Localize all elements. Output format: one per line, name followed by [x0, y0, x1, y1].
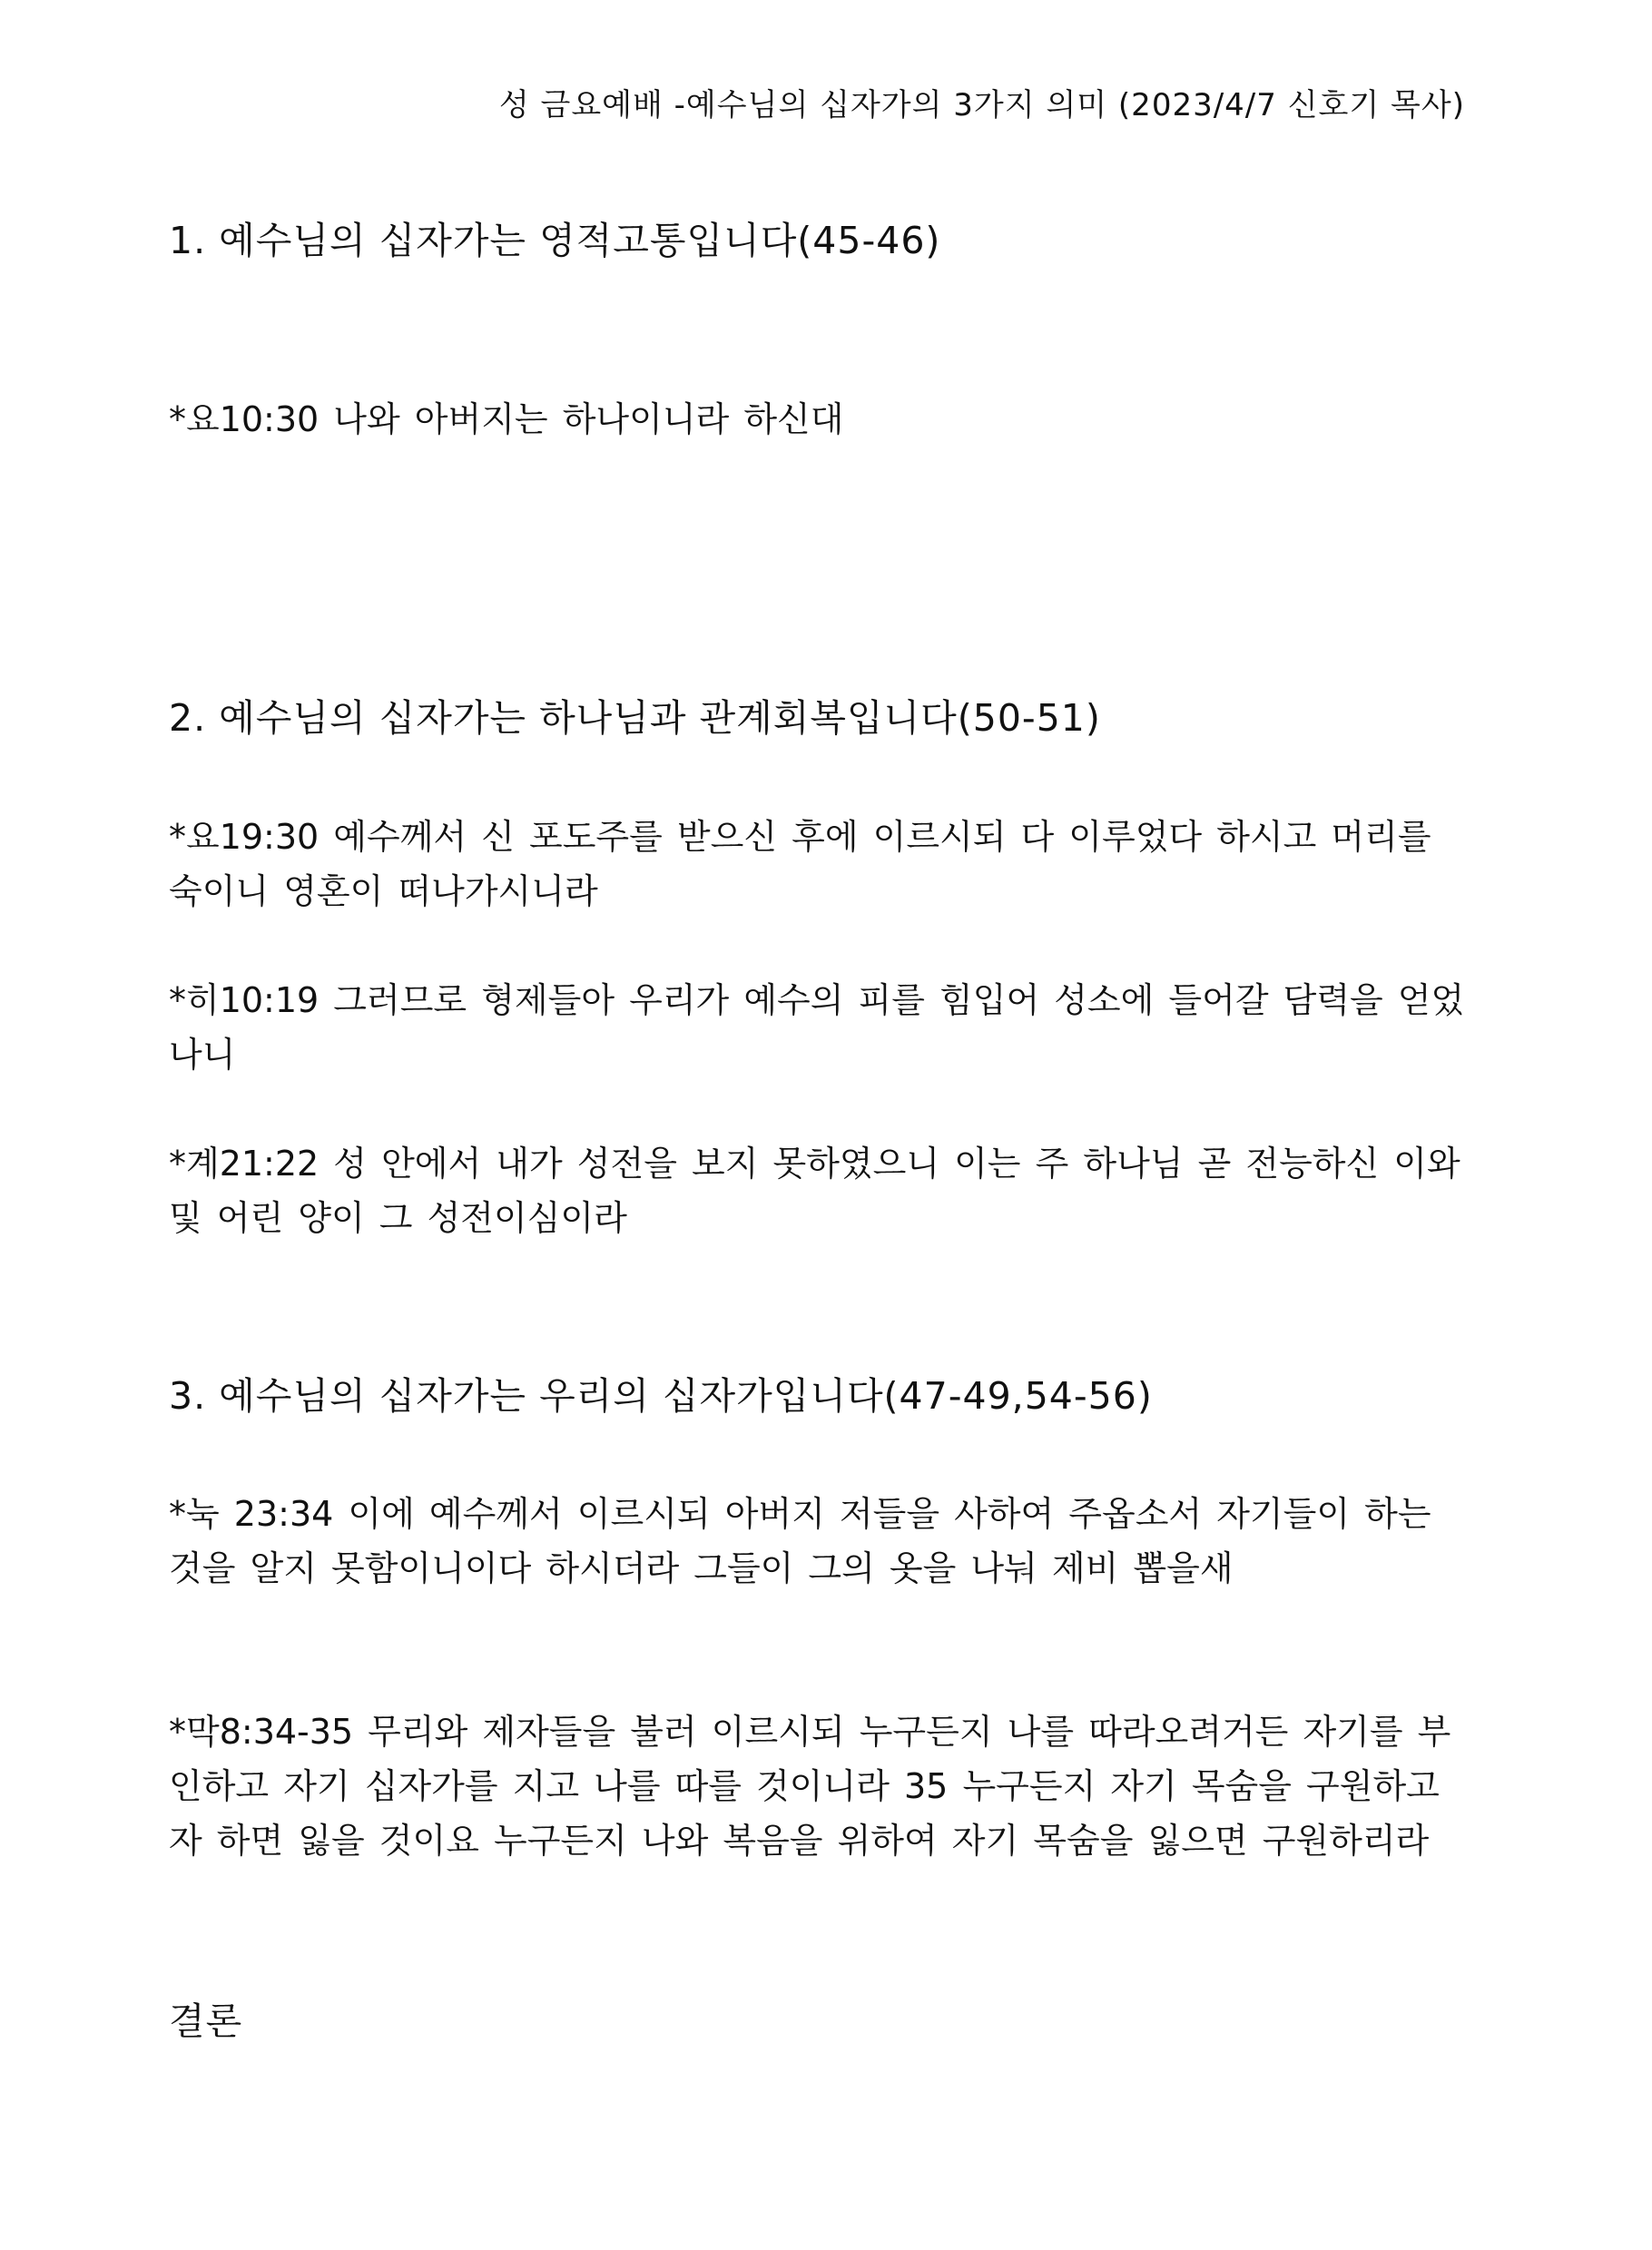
verse-john-19-30: [169, 810, 1485, 919]
verse-line: *막8:34-35 무리와 제자들을 불러 이르시되 누구든지 나를 따라오려거든 자기를 부: [169, 1712, 1451, 1752]
verse-line: 나니: [169, 1035, 236, 1075]
verse-line: *계21:22 성 안에서 내가 성전을 보지 못하였으니 이는 주 하나님 곧 전능하신 이와: [169, 1144, 1460, 1184]
verse-line: *눅 23:34 이에 예수께서 이르시되 아버지 저들을 사하여 주옵소서 자기들이 하는: [169, 1494, 1431, 1534]
section-2-heading: 2. 예수님의 십자가는 하나님과 관계회복입니다(50-51): [169, 696, 1101, 740]
verse-revelation-21-22: [169, 1136, 1485, 1245]
conclusion-heading: 결론: [169, 1999, 243, 2043]
verse-line: *요10:30 나와 아버지는 하나이니라 하신대: [169, 399, 844, 439]
section-1-heading: 1. 예수님의 십자가는 영적고통입니다(45-46): [169, 219, 941, 262]
verse-line: 인하고 자기 십자가를 지고 나를 따를 것이니라 35 누구든지 자기 목숨을 구원하고: [169, 1766, 1440, 1806]
document-header: 성 금요예배 -예수님의 십자가의 3가지 의미 (2023/4/7 신호기 목사): [498, 87, 1465, 123]
verse-john-10-30: [169, 392, 1485, 447]
verse-line: 자 하면 잃을 것이요 누구든지 나와 복음을 위하여 자기 목숨을 잃으면 구원하리라: [169, 1821, 1430, 1861]
verse-line: 숙이니 영혼이 떠나가시니라: [169, 871, 598, 911]
verse-line: 것을 알지 못함이니이다 하시더라 그들이 그의 옷을 나눠 제비 뽑을새: [169, 1548, 1234, 1588]
verse-line: *히10:19 그러므로 형제들아 우리가 예수의 피를 힘입어 성소에 들어갈 담력을 얻었: [169, 980, 1465, 1020]
verse-line: *요19:30 예수께서 신 포도주를 받으신 후에 이르시되 다 이루었다 하시고 머리를: [169, 817, 1431, 857]
verse-mark-8-34-35: [169, 1705, 1485, 1868]
verse-hebrews-10-19: [169, 973, 1485, 1082]
section-3-heading: 3. 예수님의 십자가는 우리의 십자가입니다(47-49,54-56): [169, 1374, 1153, 1418]
verse-line: 및 어린 양이 그 성전이심이라: [169, 1198, 627, 1238]
verse-luke-23-34: [169, 1487, 1485, 1596]
